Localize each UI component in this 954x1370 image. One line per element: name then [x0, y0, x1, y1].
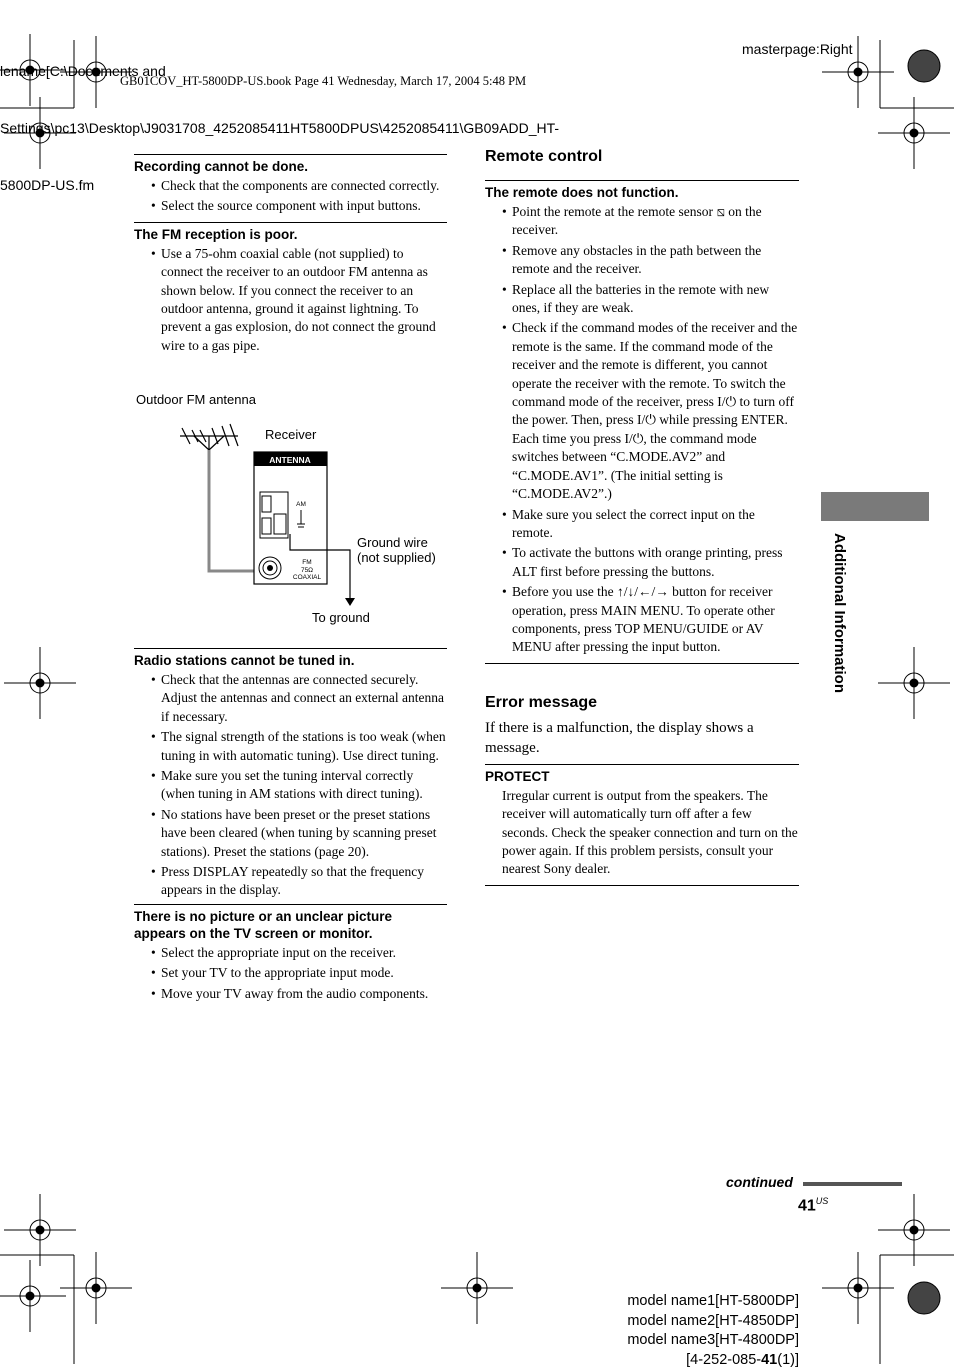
list-item: • Select the source component with input buttons.: [134, 197, 447, 215]
list-item: • No stations have been preset or the preset stations have been cleared (when tuning by scanning preset stations). Preset the stations (page 20).: [134, 806, 447, 861]
crosshair-dot: [910, 1226, 918, 1234]
error-intro: If there is a malfunction, the display shows a message.: [485, 718, 799, 758]
list-item: • The signal strength of the stations is too weak (when tuning in with automatic tuning). Use direct tuning.: [134, 728, 447, 765]
list-item: • Make sure you set the tuning interval correctly (when tuning in AM stations with direct tuning).: [134, 767, 447, 804]
crosshair-dot: [92, 1284, 100, 1292]
ohm-label: 75Ω: [301, 567, 313, 574]
crosshair-dot: [854, 1284, 862, 1292]
section-title: Remote control: [485, 148, 799, 166]
coaxial-label: COAXIAL: [293, 574, 322, 581]
antenna-diagram-svg: [134, 388, 454, 628]
bullet-list: [485, 203, 799, 657]
list-item: • Check that the antennas are connected securely. Adjust the antennas and connect an external antenna if necessary.: [134, 671, 447, 726]
section-end-rule: [485, 885, 799, 886]
coax-cable: [209, 450, 254, 571]
bullet-list: [134, 245, 447, 355]
antenna-panel-label: ANTENNA: [269, 455, 311, 465]
list-item: • Press DISPLAY repeatedly so that the frequency appears in the display.: [134, 863, 447, 900]
am-label: AM: [296, 501, 306, 508]
model-line: model name3[HT-4800DP]: [600, 1331, 799, 1351]
bullet-list: [134, 944, 447, 1003]
fm-section: [134, 222, 447, 355]
left-column: [134, 154, 447, 357]
picture-section: [134, 904, 447, 1003]
ground-arrow-icon: [345, 598, 355, 606]
list-item: • Check that the components are connected correctly.: [134, 177, 447, 195]
section-title: Error message: [485, 694, 799, 712]
list-item: • To activate the buttons with orange printing, press ALT first before pressing the buttons.: [485, 544, 799, 581]
list-item: • Replace all the batteries in the remote with new ones, if they are weak.: [485, 281, 799, 318]
question-heading: Recording cannot be done.: [134, 154, 447, 175]
antenna-icon: [180, 424, 238, 450]
continued-label: continued: [726, 1174, 793, 1190]
path-line: lename[C:\Documents and: [0, 62, 620, 81]
list-item: • Check if the command modes of the receiver and the remote is the same. If the command mode of the receiver and the remote is different, you cannot operate the receiver with the remote. To switch the command mode of the receiver, press I/⏻ to turn off the power. Then, press I/⏻ while pressing ENTER. Each time you press I/⏻, the command mode switches between “C.MODE.AV2” and “C.MODE.AV1”. (The initial setting is “C.MODE.AV2”.): [485, 319, 799, 503]
path-line: 5800DP-US.fm: [0, 176, 620, 195]
crosshair-dot: [473, 1284, 481, 1292]
outdoor-antenna-label: Outdoor FM antenna: [136, 392, 257, 407]
ground-wire-label: Ground wire: [357, 535, 428, 550]
header-book-line: GB01COV_HT-5800DP-US.book Page 41 Wednesday, March 17, 2004 5:48 PM: [120, 74, 526, 89]
rosette-mark: [908, 1282, 940, 1314]
receiver-panel: [254, 452, 327, 584]
recording-section: [134, 154, 447, 216]
bullet-list: [134, 671, 447, 900]
question-heading: PROTECT: [485, 764, 799, 785]
question-heading: Radio stations cannot be tuned in.: [134, 648, 447, 669]
receiver-label: Receiver: [265, 427, 317, 442]
page-number: $41^{US}$: [798, 1196, 828, 1215]
side-tab-label: Additional Information: [826, 533, 856, 753]
header-masterpage: masterpage:Right: [742, 41, 853, 57]
to-ground-label: To ground: [312, 610, 370, 625]
list-item: • Make sure you select the correct input on the remote.: [485, 506, 799, 543]
continued-bar: [803, 1182, 902, 1186]
question-heading: The remote does not function.: [485, 180, 799, 201]
list-item: • Set your TV to the appropriate input mode.: [134, 964, 447, 982]
crosshair-dot: [910, 129, 918, 137]
right-column: [485, 148, 799, 886]
rosette-mark: [908, 50, 940, 82]
crosshair-dot: [36, 679, 44, 687]
model-names: [600, 1292, 799, 1370]
ground-wire-note: (not supplied): [357, 550, 436, 565]
protect-text: Irregular current is output from the speakers. The receiver will automatically turn off after a few seconds. Check the speaker connection and turn on the power again. If this problem persists, consult your nearest Sony dealer.: [485, 787, 799, 879]
question-heading: The FM reception is poor.: [134, 222, 447, 243]
crosshair-dot: [910, 679, 918, 687]
question-heading: There is no picture or an unclear picture appears on the TV screen or monitor.: [134, 904, 447, 942]
crosshair-dot: [36, 1226, 44, 1234]
crosshair-dot: [854, 68, 862, 76]
model-line: model name1[HT-5800DP]: [600, 1292, 799, 1312]
antenna-diagram: [134, 388, 454, 628]
list-item: • Before you use the ↑/↓/←/→ button for receiver operation, press MAIN MENU. To operate other components, press TOP MENU/GUIDE or AV MENU after pressing the input button.: [485, 583, 799, 657]
list-item: • Select the appropriate input on the receiver.: [134, 944, 447, 962]
list-item: • Point the remote at the remote sensor ⧅ on the receiver.: [485, 203, 799, 240]
bullet-list: [134, 177, 447, 216]
list-item: • Move your TV away from the audio components.: [134, 985, 447, 1003]
list-item: • Use a 75-ohm coaxial cable (not supplied) to connect the receiver to an outdoor FM antenna as shown below. If you connect the receiver to an outdoor antenna, ground it against lightning. To prevent a gas explosion, do not connect the ground wire to a gas pipe.: [134, 245, 447, 355]
crosshair-dot: [26, 1292, 34, 1300]
section-end-rule: [485, 663, 799, 664]
left-column-lower: [134, 648, 447, 1005]
part-code: [4-252-085-41(1)]: [600, 1351, 799, 1370]
path-line: Settings\pc13\Desktop\J9031708_4252085411HT5800DPUS\4252085411\GB09ADD_HT-: [0, 119, 620, 138]
side-tab: [821, 492, 929, 521]
list-item: • Remove any obstacles in the path between the remote and the receiver.: [485, 242, 799, 279]
radio-section: [134, 648, 447, 900]
model-line: model name2[HT-4850DP]: [600, 1312, 799, 1332]
fm-label: FM: [302, 559, 311, 566]
